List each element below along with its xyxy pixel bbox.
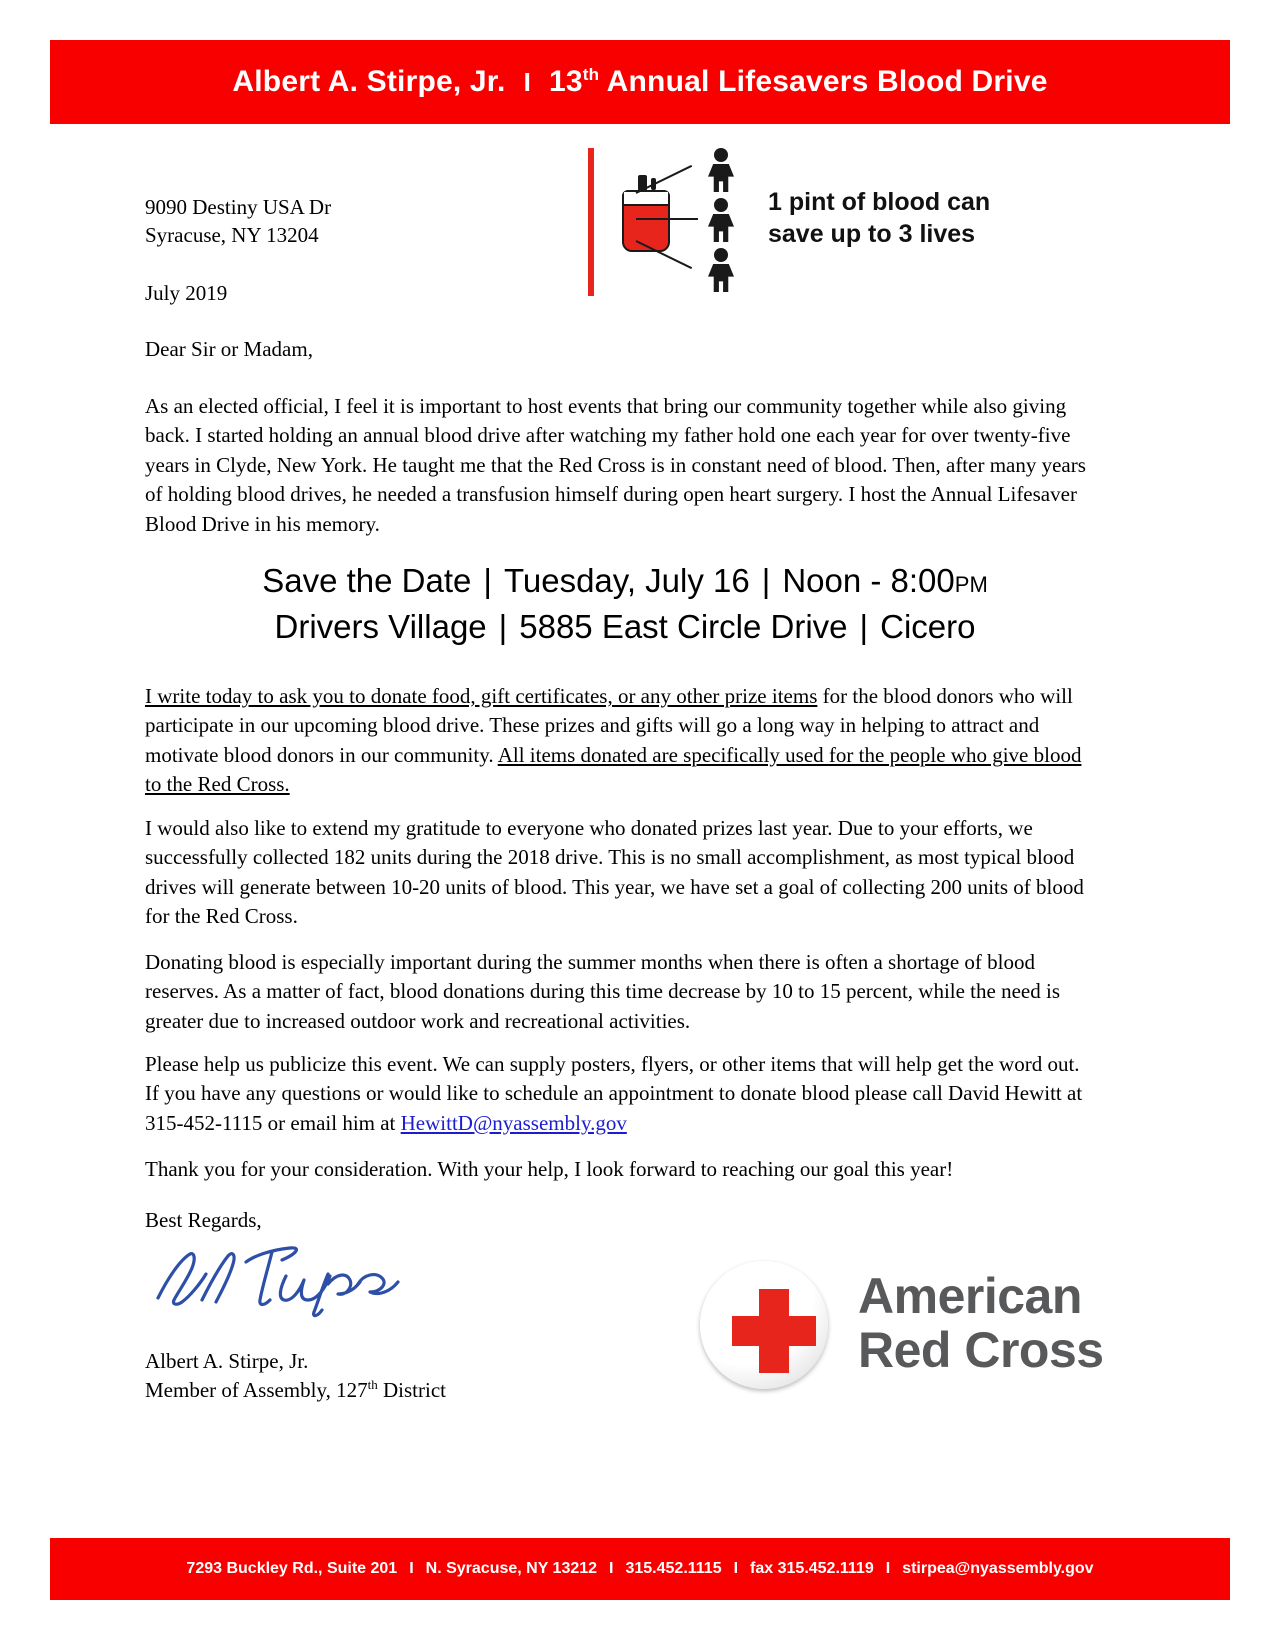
contact-email-link[interactable]: HewittD@nyassembly.gov <box>400 1110 627 1135</box>
ask-underlined-lead: I write today to ask you to donate food, gift certificates, or any other prize items <box>145 684 818 708</box>
footer-separator: I <box>885 1560 891 1577</box>
divider: | <box>498 608 508 646</box>
footer-fax: fax 315.452.1119 <box>750 1560 874 1577</box>
signer-title-prefix: Member of Assembly, 127 <box>145 1377 368 1402</box>
ask-plain-text: for the blood donors who will participate in our upcoming blood drive. These prizes and gifts will go a long way in helping to attract and motivate blood donors in our community. <box>145 684 1073 767</box>
paragraph-gratitude: I would also like to extend my gratitude to everyone who donated prizes last year. Due to your efforts, we successfully collected 182 units during the 2018 drive. This is no small accomplishment, as most typical blood drives will generate between 10-20 units of blood. This year, we have set a goal of collecting 200 units of blood for the Red Cross. <box>145 816 1084 929</box>
person-icon <box>708 198 734 242</box>
save-the-date-row-2 <box>145 604 1105 650</box>
wordmark-line-1: American <box>858 1268 1082 1324</box>
blood-infographic <box>588 140 1048 300</box>
footer-contact-info <box>186 1560 1093 1578</box>
footer-city: N. Syracuse, NY 13212 <box>425 1560 598 1577</box>
signer-title <box>145 1376 446 1405</box>
recipient-address <box>145 194 331 249</box>
address-line-2: Syracuse, NY 13204 <box>145 222 319 247</box>
signer-name: Albert A. Stirpe, Jr. <box>145 1349 309 1373</box>
paragraph-publicize <box>145 1050 1095 1138</box>
handwritten-signature <box>150 1240 410 1320</box>
paragraph-intro: As an elected official, I feel it is important to host events that bring our community together while also giving back. I started holding an annual blood drive after watching my father hold one each year for over twenty-five years in Clyde, New York. He taught me that the Red Cross is in constant need of blood. Then, after many years of holding blood drives, he needed a transfusion himself during open heart surgery. I host the Annual Lifesaver Blood Drive in his memory. <box>145 394 1086 536</box>
paragraph-donation-ask <box>145 682 1095 800</box>
paragraph-thank-you: Thank you for your consideration. With your help, I look forward to reaching our goal this year! <box>145 1157 954 1181</box>
event-time-suffix: PM <box>954 572 988 597</box>
closing-best-regards: Best Regards, <box>145 1208 262 1232</box>
footer-phone: 315.452.1115 <box>625 1560 722 1577</box>
page-title <box>232 65 1047 99</box>
publicize-text: Please help us publicize this event. We can supply posters, flyers, or other items that will help get the word out. If you have any questions or would like to schedule an appointment to donate blood please call David Hewitt at 315-452-1115 or email him at <box>145 1052 1083 1135</box>
red-accent-bar <box>588 148 594 296</box>
signer-title-suffix: District <box>377 1377 446 1402</box>
letter-salutation: Dear Sir or Madam, <box>145 337 313 361</box>
blood-infographic-caption <box>768 186 990 250</box>
divider: | <box>859 608 869 646</box>
event-city: Cicero <box>880 608 976 646</box>
event-time: Noon - 8:00 <box>782 562 955 599</box>
event-day: Tuesday, July 16 <box>503 562 750 599</box>
header-separator: I <box>523 67 532 97</box>
footer-banner <box>50 1538 1230 1600</box>
header-event-ordinal: th <box>582 65 600 84</box>
footer-separator: I <box>733 1560 739 1577</box>
event-street: 5885 East Circle Drive <box>519 608 848 646</box>
paragraph-summer-shortage: Donating blood is especially important during the summer months when there is often a shortage of blood reserves. As a matter of fact, blood donations during this time decrease by 10 to 15 percent, while the need is greater due to increased outdoor work and recreational activities. <box>145 950 1060 1033</box>
ask-underlined-tail: All items donated are specifically used for the people who give blood to the Red Cross. <box>145 742 1082 797</box>
connector-line-middle <box>636 218 698 220</box>
red-cross-wordmark <box>858 1269 1104 1377</box>
divider: | <box>483 562 492 599</box>
footer-separator: I <box>609 1560 614 1577</box>
signer-title-ordinal: th <box>367 1376 378 1392</box>
letter-date: July 2019 <box>145 281 228 305</box>
save-the-date-label: Save the Date <box>262 562 472 599</box>
header-event-name: Annual Lifesavers Blood Drive <box>599 65 1048 98</box>
event-venue: Drivers Village <box>274 608 487 646</box>
red-cross-icon <box>700 1261 828 1389</box>
footer-address: 7293 Buckley Rd., Suite 201 <box>186 1560 398 1577</box>
caption-line-1: 1 pint of blood can <box>768 188 991 216</box>
footer-separator: I <box>409 1560 414 1577</box>
wordmark-line-2: Red Cross <box>858 1322 1104 1378</box>
header-event-number: 13 <box>549 65 583 98</box>
save-the-date-block <box>145 558 1105 650</box>
divider: | <box>761 562 771 599</box>
footer-email: stirpea@nyassembly.gov <box>902 1560 1094 1577</box>
person-icon <box>708 248 734 292</box>
signature-block <box>145 1348 446 1404</box>
american-red-cross-logo <box>690 1255 1160 1395</box>
person-icon <box>708 148 734 192</box>
address-line-1: 9090 Destiny USA Dr <box>145 195 332 219</box>
caption-line-2: save up to 3 lives <box>768 220 976 248</box>
save-the-date-row-1 <box>145 558 1105 604</box>
header-official-name: Albert A. Stirpe, Jr. <box>232 65 506 98</box>
header-banner <box>50 40 1230 124</box>
